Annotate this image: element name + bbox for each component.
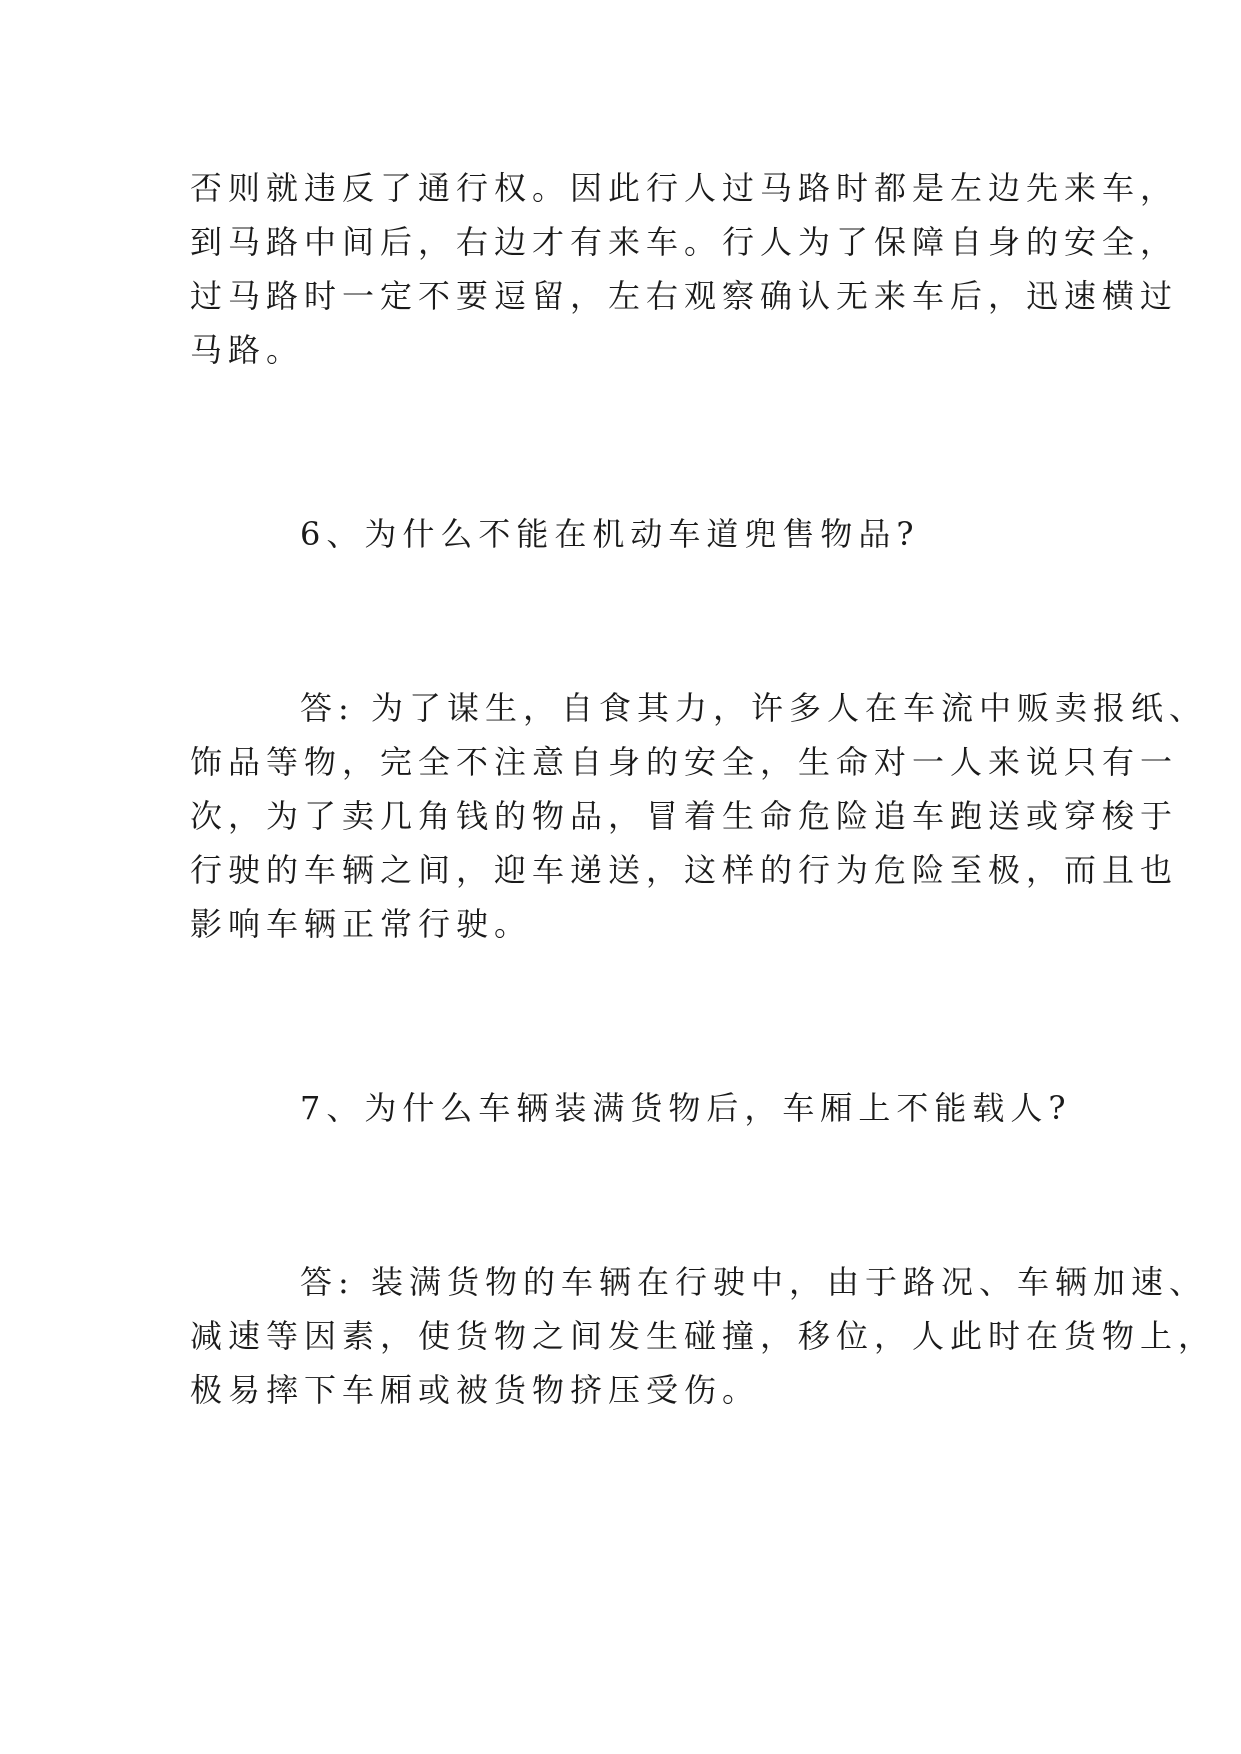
paragraph-1-line-4: 马路。 [190,331,305,369]
answer-6-line-4: 行驶的车辆之间，迎车递送，这样的行为危险至极，而且也 [190,851,1179,889]
paragraph-1-line-3: 过马路时一定不要逗留，左右观察确认无来车后，迅速横过 [190,277,1179,315]
paragraph-1-line-1: 否则就违反了通行权。因此行人过马路时都是左边先来车， [190,169,1179,207]
answer-6-line-1: 答: 为了谋生，自食其力，许多人在车流中贩卖报纸、 [300,689,1207,727]
answer-7-line-3: 极易摔下车厢或被货物挤压受伤。 [190,1371,761,1409]
answer-7-line-1: 答: 装满货物的车辆在行驶中，由于路况、车辆加速、 [300,1263,1207,1301]
answer-6-line-5: 影响车辆正常行驶。 [190,905,533,943]
answer-7-line-2: 减速等因素，使货物之间发生碰撞，移位，人此时在货物上， [190,1317,1217,1355]
question-6-heading: 6、为什么不能在机动车道兜售物品? [300,515,920,553]
answer-6-line-3: 次，为了卖几角钱的物品，冒着生命危险追车跑送或穿梭于 [190,797,1179,835]
paragraph-1-line-2: 到马路中间后，右边才有来车。行人为了保障自身的安全， [190,223,1179,261]
question-7-heading: 7、为什么车辆装满货物后，车厢上不能载人? [300,1089,1072,1127]
answer-6-line-2: 饰品等物，完全不注意自身的安全，生命对一人来说只有一 [190,743,1179,781]
